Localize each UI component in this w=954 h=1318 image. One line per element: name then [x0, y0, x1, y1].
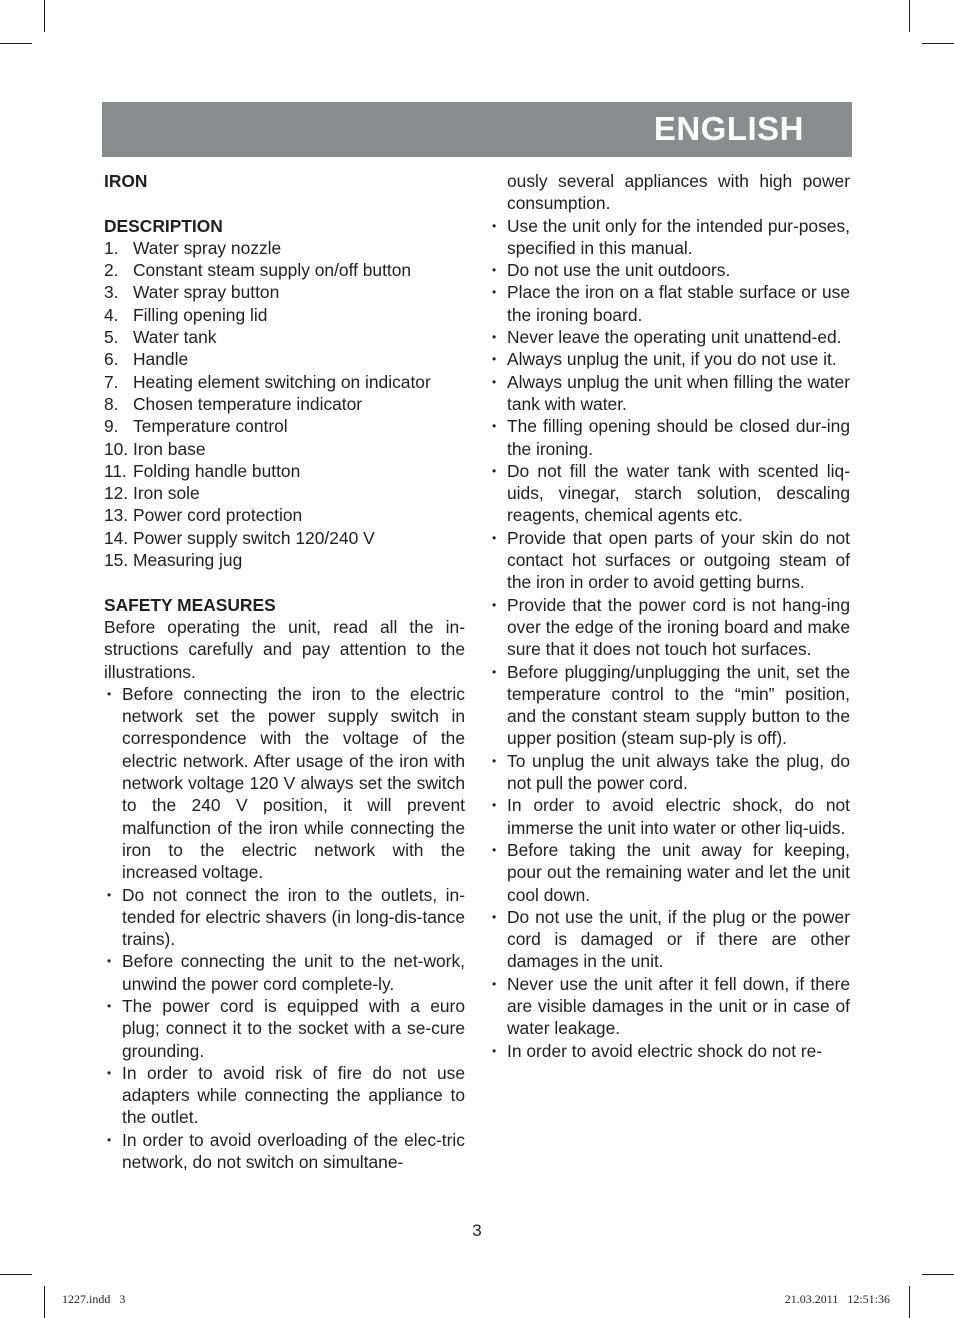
bullet-icon: • [492, 463, 497, 478]
part-number: 14. [104, 527, 129, 548]
part-list-item [104, 393, 465, 415]
part-label: Handle [133, 349, 189, 370]
part-number: 3. [104, 282, 119, 303]
bullet-text: Do not use the unit outdoors. [507, 260, 731, 281]
part-label: Folding handle button [133, 460, 301, 481]
part-list-item [104, 259, 465, 281]
safety-bullet [489, 371, 850, 416]
part-list-item [104, 237, 465, 259]
bullet-text: In order to avoid overloading of the elec-tric network, do not switch on simultane- [122, 1129, 465, 1173]
part-list-item [104, 415, 465, 437]
safety-bullet [489, 460, 850, 527]
left-column [104, 170, 465, 1173]
page-number: 3 [472, 1221, 482, 1240]
part-label: Water spray button [133, 282, 280, 303]
bullet-icon: • [492, 374, 497, 389]
part-list-item [104, 326, 465, 348]
part-number: 5. [104, 327, 119, 348]
safety-bullet [489, 794, 850, 839]
part-number: 1. [104, 237, 119, 258]
safety-bullet [489, 906, 850, 973]
language-title: ENGLISH [653, 110, 804, 147]
crop-mark [909, 0, 910, 32]
file-slug: 1227.indd 3 [62, 1292, 126, 1306]
bullet-icon: • [492, 664, 497, 679]
part-number: 2. [104, 260, 119, 281]
safety-bullet [489, 215, 850, 260]
safety-bullet [489, 527, 850, 594]
crop-mark [909, 1286, 910, 1318]
part-number: 7. [104, 371, 119, 392]
bullet-text: In order to avoid electric shock do not re- [507, 1040, 823, 1061]
part-list-item [104, 371, 465, 393]
crop-mark [922, 1274, 954, 1275]
part-list-item [104, 281, 465, 303]
bullet-text: Provide that open parts of your skin do not contact hot surfaces or outgoing steam of the iron in order to avoid getting burns. [507, 527, 850, 593]
part-label: Chosen temperature indicator [133, 393, 363, 414]
bullet-icon: • [492, 352, 497, 367]
part-label: Water tank [133, 327, 217, 348]
parts-list [104, 237, 465, 571]
safety-bullet [489, 415, 850, 460]
bullet-text: The power cord is equipped with a euro plug; connect it to the socket with a se-cure grounding. [122, 995, 465, 1061]
bullet-text: Never leave the operating unit unattend-ed. [507, 327, 842, 348]
part-number: 4. [104, 304, 119, 325]
part-list-item [104, 348, 465, 370]
part-list-item [104, 482, 465, 504]
crop-mark [0, 1274, 32, 1275]
part-list-item [104, 549, 465, 571]
bullet-text: Do not connect the iron to the outlets, in-tended for electric shavers (in long-dis-tance trains). [122, 884, 465, 950]
part-number: 10. [104, 438, 129, 459]
safety-bullet [104, 995, 465, 1062]
part-list-item [104, 504, 465, 526]
bullet-text: Place the iron on a flat stable surface or use the ironing board. [507, 282, 850, 325]
part-number: 12. [104, 483, 129, 504]
part-label: Power cord protection [133, 505, 303, 526]
bullet-text: Always unplug the unit, if you do not use it. [507, 349, 837, 370]
bullet-text: Use the unit only for the intended pur-poses, specified in this manual. [507, 215, 850, 258]
part-list-item [104, 438, 465, 460]
safety-bullet [489, 839, 850, 906]
bullet-icon: • [107, 954, 112, 969]
bullet-icon: • [107, 1065, 112, 1080]
part-number: 6. [104, 349, 119, 370]
part-label: Temperature control [133, 416, 288, 437]
bullet-icon: • [107, 887, 112, 902]
safety-intro: Before operating the unit, read all the in-structions carefully and pay attention to the illustrations. [104, 616, 465, 682]
part-list-item [104, 304, 465, 326]
part-label: Water spray nozzle [133, 237, 282, 258]
right-column [489, 170, 850, 1062]
bullet-icon: • [492, 263, 497, 278]
part-label: Constant steam supply on/off button [133, 260, 412, 281]
language-banner [102, 102, 852, 157]
safety-bullet [104, 884, 465, 951]
safety-bullet [489, 326, 850, 348]
part-number: 8. [104, 393, 119, 414]
bullet-icon: • [492, 976, 497, 991]
bullet-icon: • [492, 798, 497, 813]
safety-bullet [104, 1129, 465, 1174]
bullet-icon: • [492, 597, 497, 612]
bullet-icon: • [492, 218, 497, 233]
part-label: Measuring jug [133, 550, 243, 571]
crop-mark [44, 1286, 45, 1318]
timestamp-slug: 21.03.2011 12:51:36 [784, 1292, 890, 1306]
part-label: Heating element switching on indicator [133, 371, 431, 392]
section-title: IRON [104, 171, 148, 191]
bullet-icon: • [492, 909, 497, 924]
safety-heading: SAFETY MEASURES [104, 594, 276, 615]
part-number: 11. [104, 460, 127, 481]
safety-bullet [489, 259, 850, 281]
continued-text: ously several appliances with high power consumption. [507, 171, 850, 214]
bullet-text: Never use the unit after it fell down, if there are visible damages in the unit or in case of water leakage. [507, 973, 850, 1039]
bullet-text: To unplug the unit always take the plug, do not pull the power cord. [507, 750, 850, 794]
bullet-text: Before connecting the unit to the net-work, unwind the power cord complete-ly. [122, 951, 465, 994]
safety-bullet [489, 281, 850, 326]
part-list-item [104, 527, 465, 549]
bullet-text: Before connecting the iron to the electric network set the power supply switch in correspondence with the voltage of the electric network. After usage of the iron with network voltage 120 V always set the switch to the 240 V position, it will prevent malfunction of the iron while connecting the iron to the electric network with the increased voltage. [122, 683, 465, 883]
crop-mark [922, 43, 954, 44]
bullet-icon: • [492, 530, 497, 545]
part-label: Iron sole [133, 483, 200, 504]
description-heading: DESCRIPTION [104, 215, 223, 236]
bullet-text: Do not fill the water tank with scented liq-uids, vinegar, starch solution, descaling reagents, chemical agents etc. [507, 460, 850, 526]
bullet-text: Do not use the unit, if the plug or the power cord is damaged or if there are other damages in the unit. [507, 906, 850, 972]
part-label: Power supply switch 120/240 V [133, 527, 375, 548]
bullet-text: In order to avoid risk of fire do not use adapters while connecting the appliance to the outlet. [122, 1062, 465, 1128]
bullet-icon: • [107, 1132, 112, 1147]
safety-bullet [104, 1062, 465, 1129]
part-label: Filling opening lid [133, 304, 268, 325]
bullet-icon: • [492, 753, 497, 768]
bullet-icon: • [107, 998, 112, 1013]
bullet-icon: • [492, 1043, 497, 1058]
safety-bullet [489, 1040, 850, 1062]
safety-bullet [489, 661, 850, 750]
bullet-icon: • [492, 842, 497, 857]
crop-mark [0, 43, 32, 44]
bullet-text: Before taking the unit away for keeping, pour out the remaining water and let the unit cool down. [507, 839, 850, 905]
safety-list [104, 683, 465, 1174]
bullet-text: In order to avoid electric shock, do not immerse the unit into water or other liq-uids. [507, 795, 850, 838]
safety-bullet [489, 750, 850, 795]
bullet-text: The filling opening should be closed dur-ing the ironing. [507, 416, 850, 459]
part-number: 13. [104, 505, 129, 526]
bullet-icon: • [492, 330, 497, 345]
bullet-text: Provide that the power cord is not hang-ing over the edge of the ironing board and make sure that it does not touch hot surfaces. [507, 594, 850, 660]
bullet-icon: • [492, 419, 497, 434]
safety-bullet [489, 973, 850, 1040]
safety-bullet [489, 594, 850, 661]
safety-bullet [489, 348, 850, 370]
safety-bullet [104, 950, 465, 995]
part-number: 9. [104, 416, 119, 437]
bullet-text: Always unplug the unit when filling the water tank with water. [507, 371, 850, 414]
bullet-icon: • [107, 686, 112, 701]
safety-bullet [104, 683, 465, 884]
part-label: Iron base [133, 438, 206, 459]
part-list-item [104, 460, 465, 482]
bullet-text: Before plugging/unplugging the unit, set the temperature control to the “min” position, and the constant steam supply button to the upper position (steam sup-ply is off). [507, 661, 850, 749]
safety-list-continued [489, 215, 850, 1062]
crop-mark [44, 0, 45, 32]
bullet-icon: • [492, 285, 497, 300]
part-number: 15. [104, 550, 129, 571]
